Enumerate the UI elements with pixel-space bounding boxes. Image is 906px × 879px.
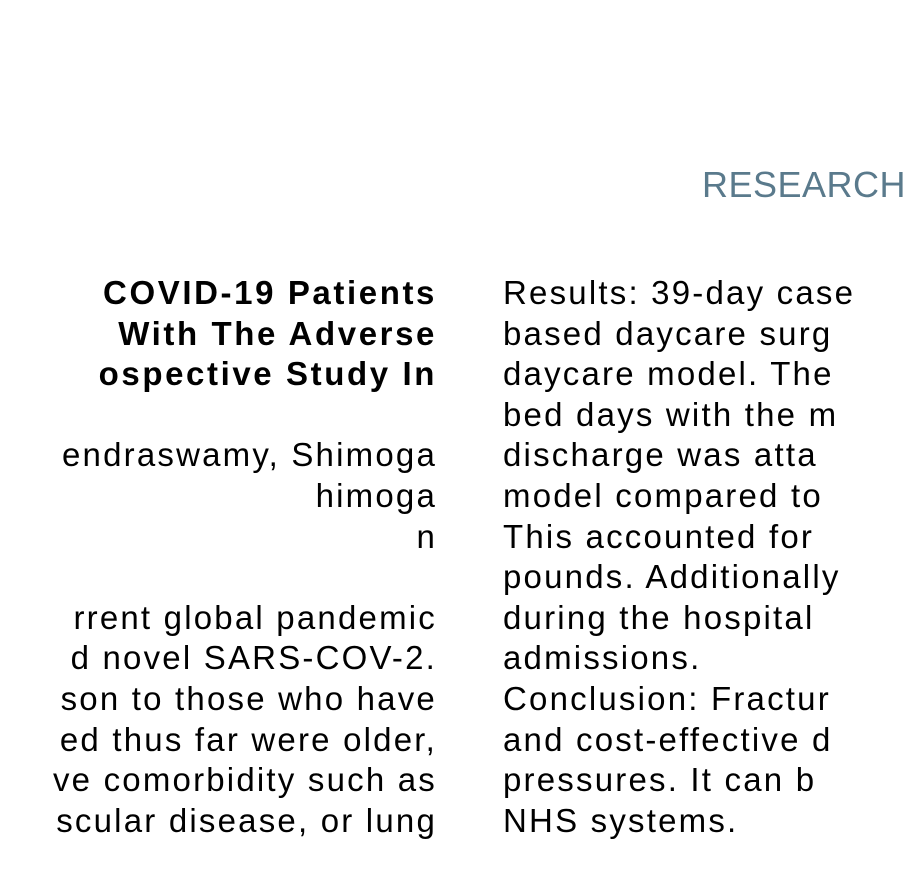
results-line: daycare model. The: [503, 355, 834, 393]
title-line: With The Adverse: [118, 314, 437, 352]
results-line: discharge was atta: [503, 436, 818, 474]
abstract-line: ve comorbidity such as: [52, 761, 437, 799]
abstract-line: ed thus far were older,: [59, 720, 437, 758]
conclusion-line: NHS systems.: [503, 801, 739, 839]
results-line: pounds. Additionally: [503, 558, 841, 596]
results-line: bed days with the m: [503, 395, 839, 433]
conclusion-line: Conclusion: Fractur: [503, 679, 831, 717]
spacer: [53, 395, 437, 436]
abstract-line: rrent global pandemic: [73, 598, 437, 636]
author-line: himoga: [315, 476, 437, 514]
results-line: during the hospital: [503, 598, 815, 636]
results-line: This accounted for: [503, 517, 815, 555]
spacer: [53, 557, 437, 598]
abstract-line: scular disease, or lung: [56, 801, 437, 839]
conclusion-line: pressures. It can b: [503, 761, 817, 799]
title-line: ospective Study In: [98, 355, 437, 393]
abstract-line: d novel SARS-COV-2.: [70, 639, 437, 677]
author-line: endraswamy, Shimoga: [61, 436, 437, 474]
section-heading: RESEARCH: [702, 164, 906, 205]
conclusion-line: and cost-effective d: [503, 720, 833, 758]
abstract-line: son to those who have: [60, 679, 437, 717]
title-line: COVID-19 Patients: [103, 274, 437, 311]
results-line: model compared to: [503, 476, 823, 514]
results-line: admissions.: [503, 639, 702, 677]
author-line: n: [416, 517, 437, 555]
results-line: based daycare surg: [503, 314, 833, 352]
results-line: Results: 39-day case: [503, 274, 856, 311]
right-column: [503, 273, 855, 841]
left-column: [53, 273, 437, 841]
